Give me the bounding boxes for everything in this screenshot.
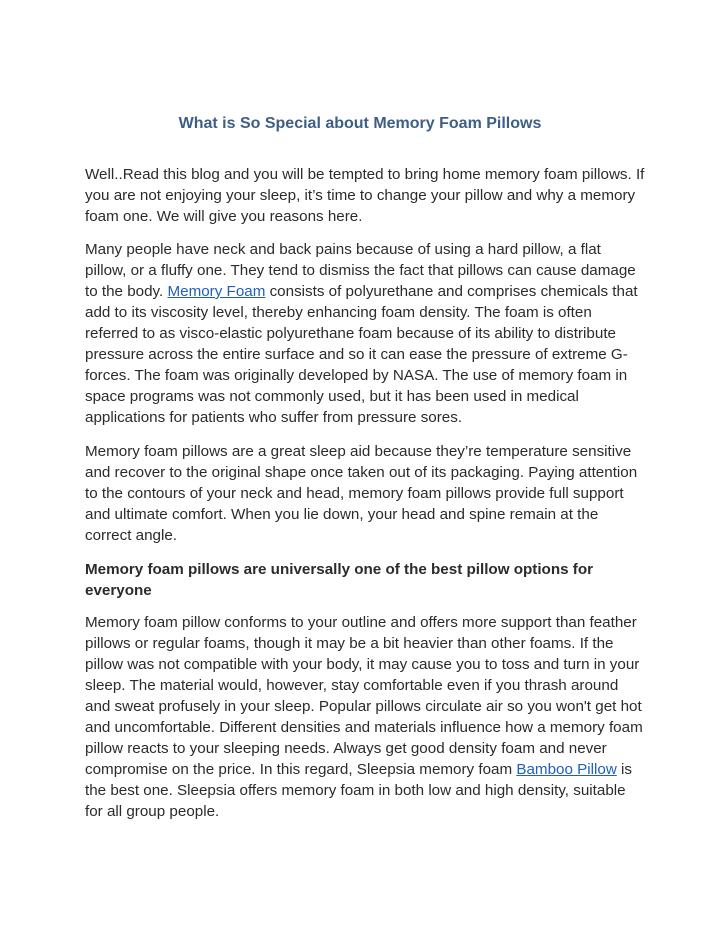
sleep-aid-paragraph: Memory foam pillows are a great sleep aid because they’re temperature sensitive and recover to the original shape once taken out of its packaging. Paying attention to the contours of your neck and head, memory foam pillows provide full support and ultimate comfort. When you lie down, your head and spine remain at the correct angle. [85, 443, 638, 544]
paragraph-text: consists of polyurethane and comprises chemicals that add to its viscosity level, thereby enhancing foam density. The foam is often referred to as visco-elastic polyurethane foam because of its ability to distribute pressure across the entire surface and so it can ease the pressure of extreme G-forces. The foam was originally developed by NASA. The use of memory foam in space programs was not commonly used, but it has been used in medical applications for patients who suffer from pressure sores. [85, 283, 638, 426]
paragraph-text: is the best one. Sleepsia offers memory foam in both low and high density, suitable for all group people. [85, 761, 632, 820]
paragraph-text: Many people have neck and back pains because of using a hard pillow, a flat pillow, or a fluffy one. They tend to dismiss the fact that pillows can cause damage to the body. [85, 241, 636, 300]
page-title: What is So Special about Memory Foam Pillows [178, 115, 542, 132]
bamboo-pillow-link[interactable]: Bamboo Pillow [516, 761, 617, 778]
memory-foam-paragraph [85, 239, 645, 428]
pillow-conforms-paragraph [85, 612, 645, 822]
paragraph-text: Memory foam pillow conforms to your outline and offers more support than feather pillows or regular foams, though it may be a bit heavier than other foams. If the pillow was not compatible with your body, it may cause you to toss and turn in your sleep. The material would, however, stay comfortable even if you thrash around and sweat profusely in your sleep. Popular pillows circulate air so you won't get hot and uncomfortable. Different densities and materials influence how a memory foam pillow reacts to your sleeping needs. Always get good density foam and never compromise on the price. In this regard, Sleepsia memory foam [85, 614, 643, 778]
intro-paragraph: Well..Read this blog and you will be tempted to bring home memory foam pillows. If you are not enjoying your sleep, it’s time to change your pillow and why a memory foam one. We will give you reasons here. [85, 166, 645, 225]
section-heading: Memory foam pillows are universally one of the best pillow options for everyone [85, 561, 594, 599]
memory-foam-link[interactable]: Memory Foam [167, 283, 266, 300]
